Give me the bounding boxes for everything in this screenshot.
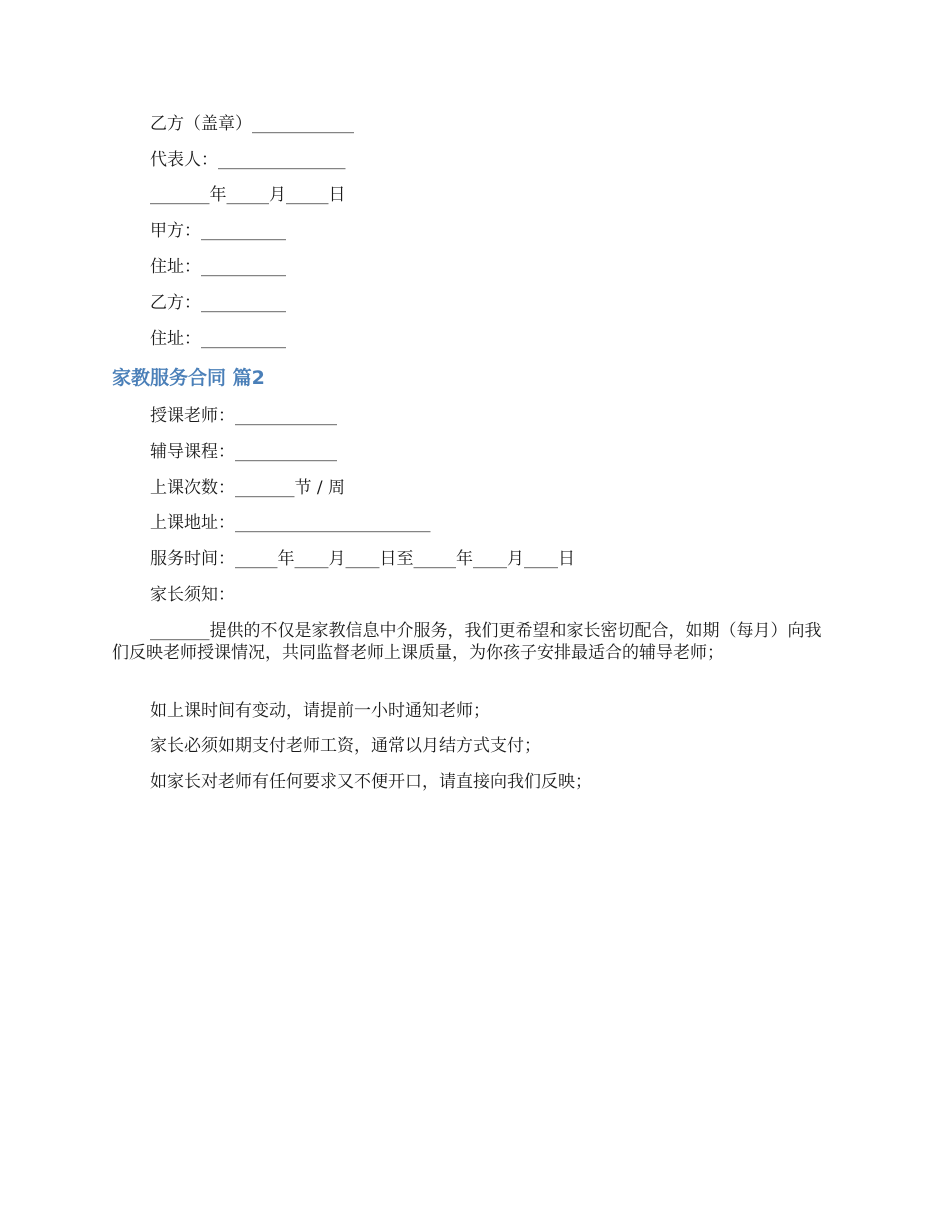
representative-line: 代表人：_______________: [150, 150, 346, 170]
date-line: _______年_____月_____日: [150, 185, 346, 205]
party-b-line: 乙方：__________: [150, 293, 286, 313]
party-b-seal-line: 乙方（盖章）____________: [150, 114, 354, 134]
notice-paragraph: _______提供的不仅是家教信息中介服务，我们更希望和家长密切配合，如期（每月）向我们反映老师授课情况，共同监督老师上课质量，为你孩子安排最适合的辅导老师；: [112, 621, 822, 663]
parent-notice-title: 家长须知：: [150, 585, 235, 605]
course-line: 辅导课程：____________: [150, 442, 337, 462]
service-period-line: 服务时间：_____年____月____日至_____年____月____日: [150, 549, 575, 569]
notice-item: 如上课时间有变动，请提前一小时通知老师；: [150, 701, 490, 721]
section-heading: 家教服务合同 篇2: [112, 367, 265, 389]
notice-item: 如家长对老师有任何要求又不便开口，请直接向我们反映；: [150, 772, 592, 792]
lesson-frequency-line: 上课次数：_______节 / 周: [150, 478, 346, 498]
lesson-address-line: 上课地址：_______________________: [150, 513, 431, 533]
teacher-line: 授课老师：____________: [150, 406, 337, 426]
party-b-address-line: 住址：__________: [150, 329, 286, 349]
notice-item: 家长必须如期支付老师工资，通常以月结方式支付；: [150, 736, 541, 756]
party-a-line: 甲方：__________: [150, 221, 286, 241]
party-a-address-line: 住址：__________: [150, 257, 286, 277]
